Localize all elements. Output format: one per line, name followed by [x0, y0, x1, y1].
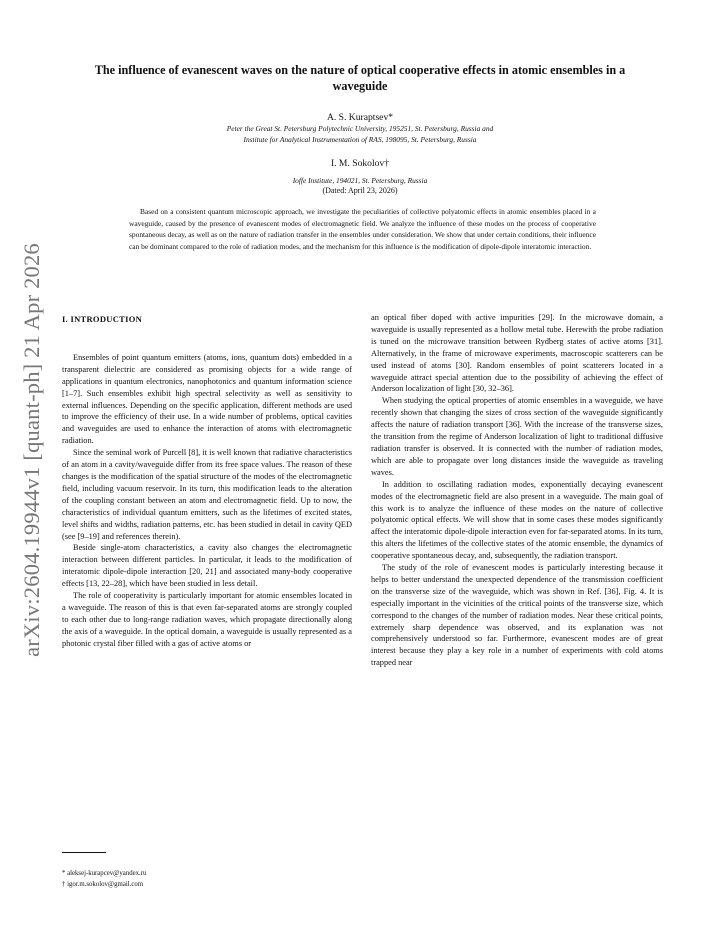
dated-line: (Dated: April 23, 2026): [322, 186, 398, 195]
intro-paragraph-5: When studying the optical properties of atomic ensembles in a waveguide, we have recently shown that changing the sizes of cross section of the waveguide significantly affects the nature of radiation transport [36]. With the increase of the transverse sizes, the transition from the regime of Anderson localization of light to traditional diffusive radiation transfer is observed. It is connected with the number of radiation modes, which are able to propagate over long distances inside the waveguide as traveling waves.: [371, 396, 663, 477]
arxiv-identifier-stamp: [12, 243, 52, 657]
section-heading-introduction: I. INTRODUCTION: [62, 314, 143, 324]
footnotes: [62, 869, 352, 890]
author-name-2: I. M. Sokolov†: [330, 158, 390, 169]
intro-paragraph-2: Since the seminal work of Purcell [8], it is well known that radiative characteristics of an atom in a cavity/waveguide differ from its free space values. The reason of these changes is the modification of the spatial structure of the modes of the electromagnetic field, including vacuum reservoir. In its turn, this modification leads to the alteration of the coupling constant between an atom and electromagnetic field. Up to now, the characteristics of individual quantum emitters, such as the lifetimes of excited states, level shifts and widths, radiation patterns, etc. has been studied in detail in cavity QED (see [9–19] and references therein).: [62, 448, 352, 541]
footnote-rule: [62, 852, 106, 853]
footnote-email-1: * aleksej-kurapcev@yandex.ru: [62, 870, 147, 877]
footnote-email-2: † igor.m.sokolov@gmail.com: [62, 880, 144, 888]
author-affiliation-1a: Peter the Great St. Petersburg Polytechnic University, 195251, St. Petersburg, Russia and: [226, 124, 494, 133]
author-name-1: A. S. Kuraptsev*: [326, 112, 394, 123]
author-affiliation-1b: Institute for Analytical Instrumentation of RAS, 198095, St. Petersburg, Russia: [243, 135, 477, 144]
arxiv-identifier-text: arXiv:2604.19944v1 [quant-ph] 21 Apr 2026: [19, 243, 44, 657]
right-column: [371, 312, 663, 669]
abstract: Based on a consistent quantum microscopic approach, we investigate the peculiarities of collective polyatomic effects in atomic ensembles placed in a waveguide, caused by the presence of evanescent modes of electromagnetic field. We analyze the influence of these modes on the process of cooperative spontaneous decay, as well as on the nature of radiation transfer in the ensembles under consideration. We show that under certain conditions, their influence can be dominant compared to the role of radiation modes, and the mechanism for this influence is the modification of dipole-dipole interatomic interaction.: [129, 207, 596, 252]
left-column: [62, 312, 352, 650]
author-affiliation-2: Ioffe Institute, 194021, St. Petersburg, Russia: [292, 176, 428, 185]
intro-paragraph-6: In addition to oscillating radiation modes, exponentially decaying evanescent modes of the electromagnetic field are also present in a waveguide. The main goal of this work is to analyze the influence of these modes on the nature of collective polyatomic optical effects. We will show that in some cases these modes significantly affect the interatomic dipole-dipole interaction even for far-separated atoms. In its turn, this alters the lifetimes of the collective states of the atomic ensemble, the dynamics of cooperative spontaneous decay, and, subsequently, the radiation transport.: [371, 479, 663, 561]
intro-paragraph-4-continued: an optical fiber doped with active impurities [29]. In the microwave domain, a waveguide is usually represented as a hollow metal tube. Herewith the probe radiation is tuned on the microwave transition between Rydberg states of active atoms [31]. Alternatively, in the frame of microwave experiments, macroscopic scatterers can be used instead of atoms [30]. Random ensembles of point scatterers located in a waveguide attract special attention due to the possibility of achieving the effect of Anderson localization of light [30, 32–36].: [371, 313, 663, 394]
paper-title: The influence of evanescent waves on the nature of optical cooperative effects in atomic ensembles in a waveguide: [94, 63, 626, 93]
intro-paragraph-1: Ensembles of point quantum emitters (atoms, ions, quantum dots) embedded in a transparent dielectric are considered as promising objects for a wide range of applications in quantum electronics, nanophotonics and quantum information science [1–7]. Such ensembles exhibit high spectral selectivity as well as sensitivity to external influences. Depending on the specific application, different methods are used to improve the efficiency of their use. In a wide number of problems, optical cavities and waveguides are used to enhance the interaction of atoms with electromagnetic radiation.: [62, 352, 352, 446]
intro-paragraph-7: The study of the role of evanescent modes is particularly interesting because it helps to better understand the unexpected dependence of the transmission coefficient on the transverse size of the waveguide, which was shown in Ref. [36], Fig. 4. It is especially important in the vicinities of the critical points of the transverse size, which correspond to the changes of the number of radiation modes. Near these critical points, extremely sharp dependence was observed, and its explanation was not comprehensively understood so far. Furthermore, evanescent modes are of great interest because they play a key role in a number of experiments with cold atoms trapped near: [371, 563, 663, 668]
intro-paragraph-3: Beside single-atom characteristics, a cavity also changes the electromagnetic interaction between different particles. In particular, it leads to the modification of interatomic dipole-dipole interaction [20, 21] and associated many-body cooperative effects [13, 22–28], which have been studied in less detail.: [62, 543, 352, 589]
intro-paragraph-4: The role of cooperativity is particularly important for atomic ensembles located in a waveguide. The reason of this is that even far-separated atoms are strongly coupled to each other due to long-range radiation waves, which propagate directionally along the axis of a waveguide. In the optical domain, a waveguide is usually represented as a photonic crystal fiber filled with a gas of active atoms or: [62, 591, 352, 648]
